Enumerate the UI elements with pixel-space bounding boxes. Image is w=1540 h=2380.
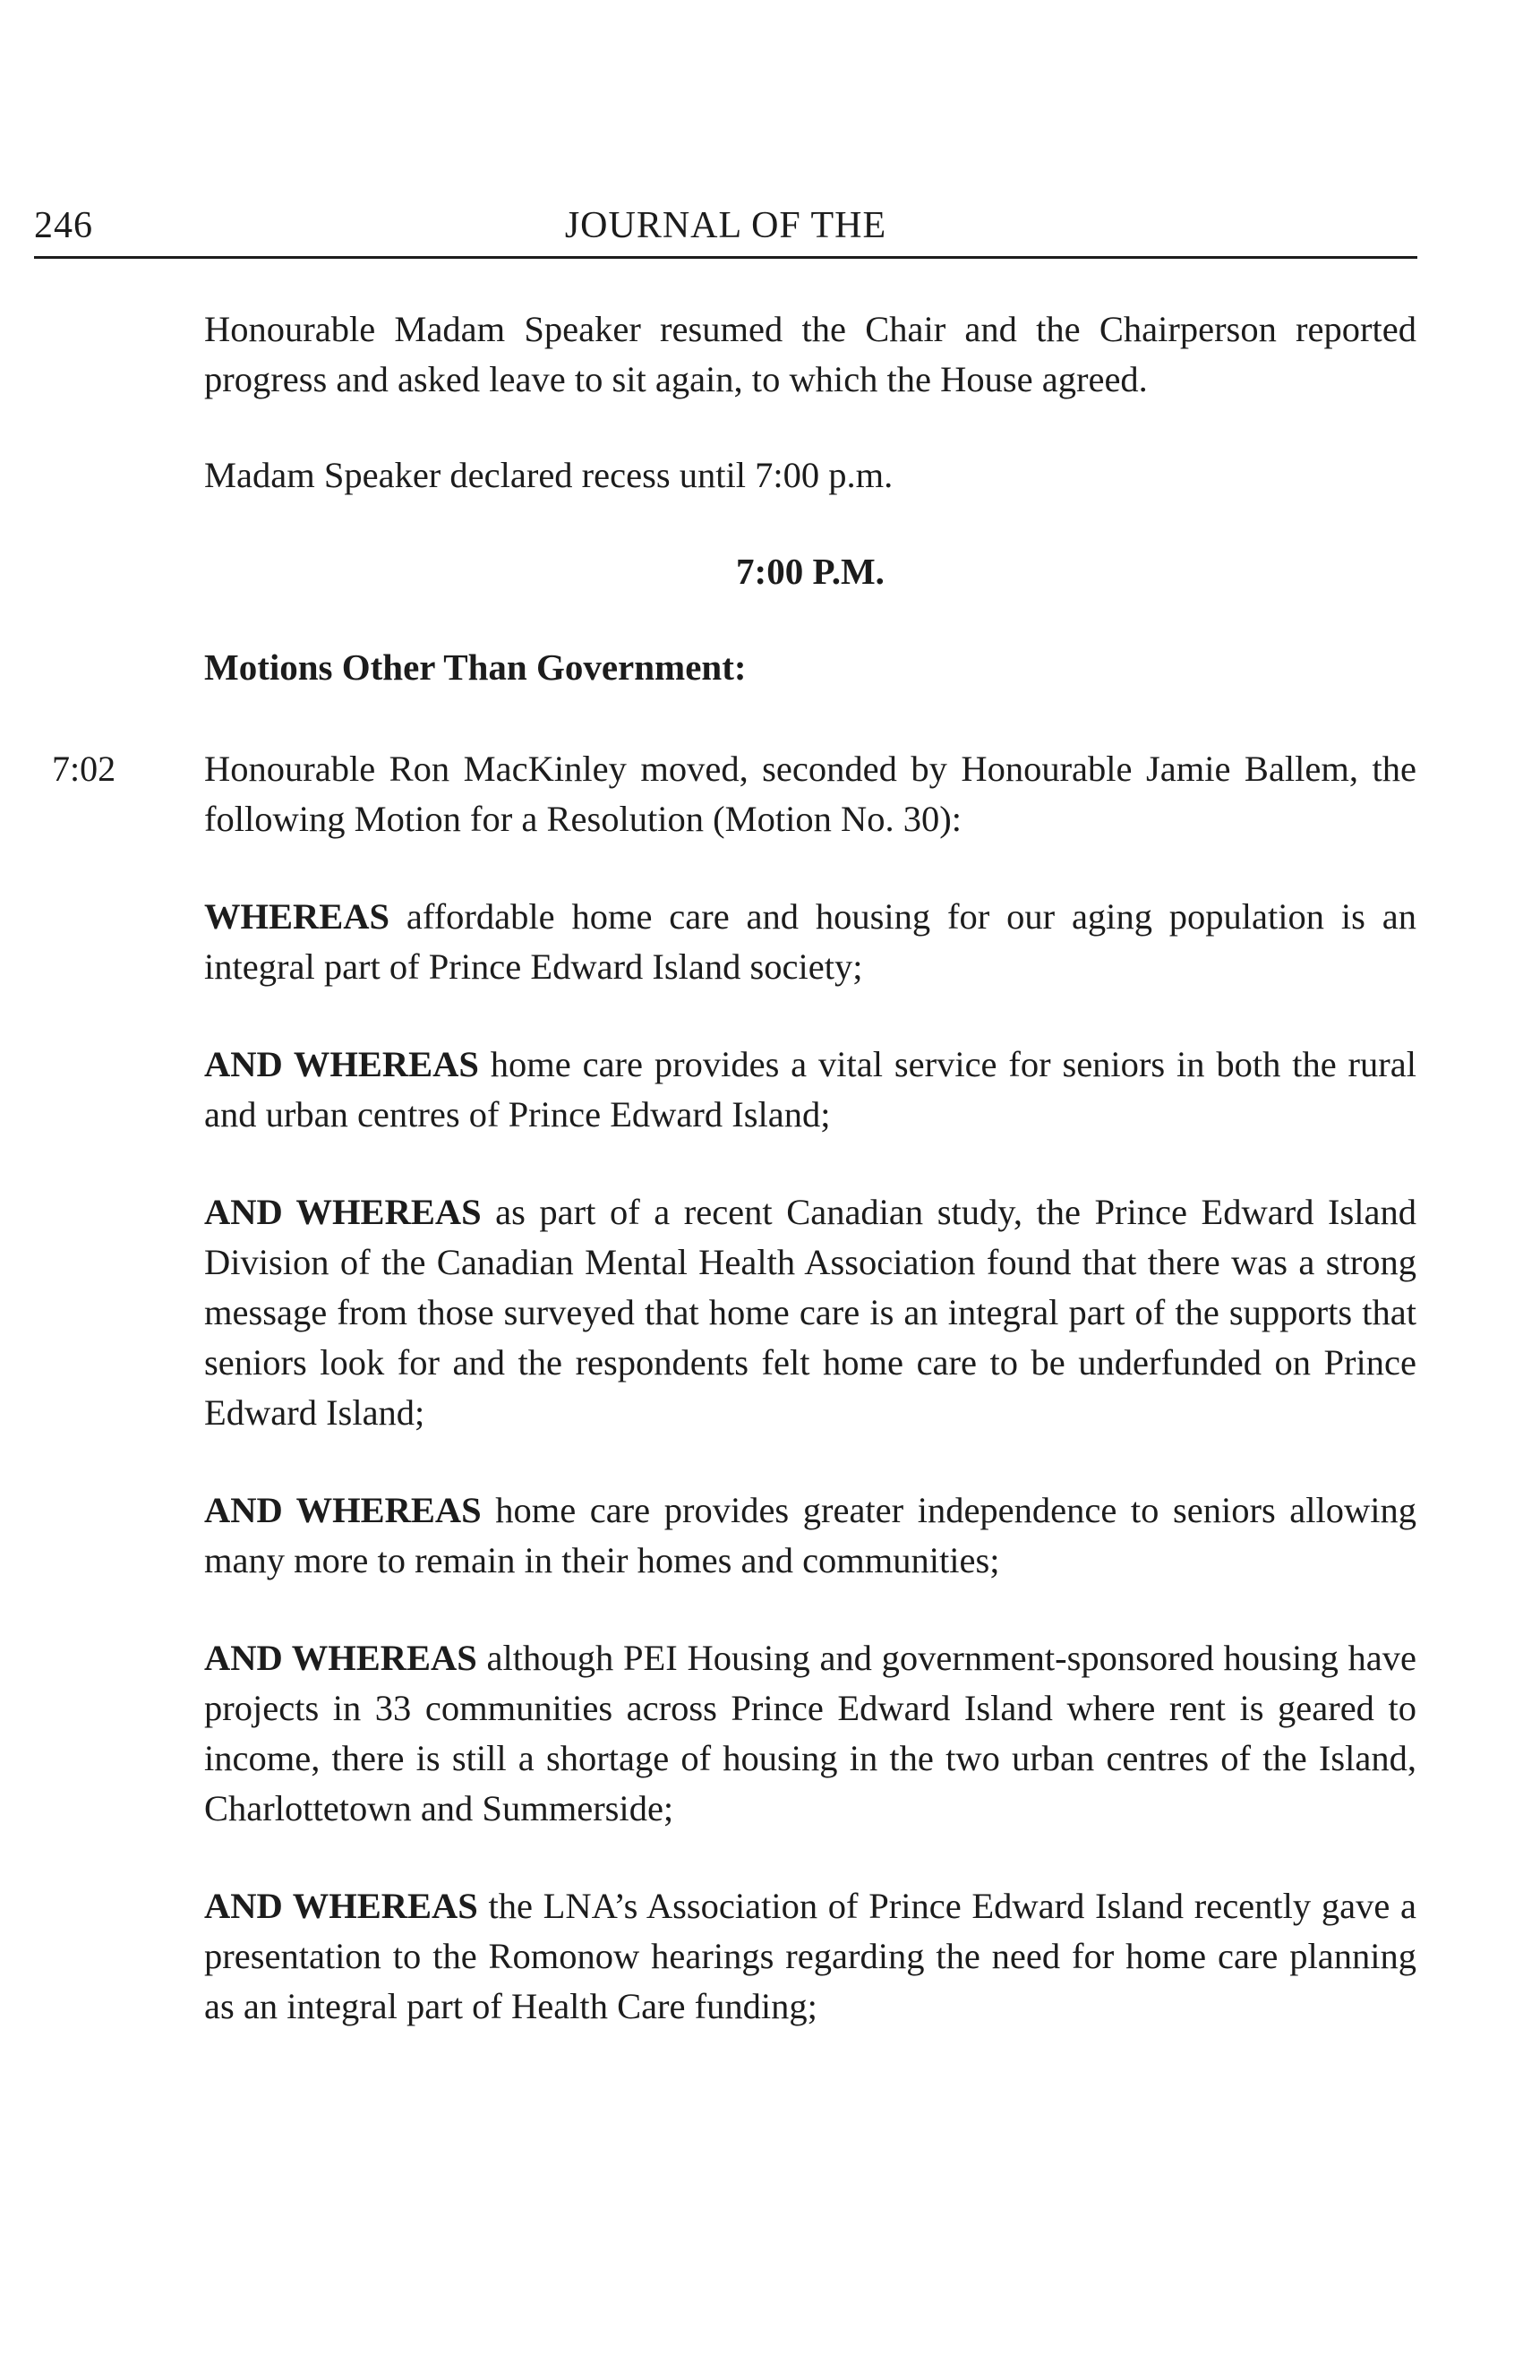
clause-text: as part of a recent Canadian study, the Prince Edward Island Division of the Canadian Mental Health Association found that there was a strong message from those surveyed that home care is an integral part of the supports that seniors look for and the respondents felt home care to be underfunded on Prince Edward Island; <box>204 1192 1416 1433</box>
paragraph-recess: Madam Speaker declared recess until 7:00 p.m. <box>204 455 894 495</box>
clause-text: home care provides greater independence to seniors allowing many more to remain in their homes and communities; <box>204 1490 1416 1580</box>
paragraph-motion-intro: Honourable Ron MacKinley moved, seconded by Honourable Jamie Ballem, the following Motion for a Resolution (Motion No. 30): <box>204 749 1416 839</box>
clause-keyword: AND WHEREAS <box>204 1886 478 1926</box>
section-heading: Motions Other Than Government: <box>204 646 747 688</box>
clause-text: home care provides a vital service for seniors in both the rural and urban centres of Prince Edward Island; <box>204 1044 1417 1134</box>
margin-time-marker: 7:02 <box>52 749 116 789</box>
whereas-clause <box>204 1881 1416 2032</box>
clause-text: although PEI Housing and government-sponsored housing have projects in 33 communities across Prince Edward Island where rent is geared to income, there is still a shortage of housing in the two urban centres of the Island, Charlottetown and Summerside; <box>204 1638 1416 1828</box>
whereas-clause <box>204 1633 1416 1834</box>
clause-keyword: AND WHEREAS <box>204 1638 477 1678</box>
whereas-clause <box>204 892 1416 992</box>
clause-keyword: AND WHEREAS <box>204 1490 482 1530</box>
journal-body <box>52 304 1417 2032</box>
whereas-clause <box>204 1040 1416 1140</box>
clause-keyword: WHEREAS <box>204 896 390 937</box>
clause-keyword: AND WHEREAS <box>204 1192 482 1232</box>
clause-text: affordable home care and housing for our aging population is an integral part of Prince Edward Island society; <box>204 896 1416 987</box>
page-number: 246 <box>34 205 93 246</box>
motion-intro-block <box>52 744 1416 844</box>
whereas-clause <box>204 1485 1416 1586</box>
page-header <box>34 201 1417 259</box>
whereas-clause <box>204 1187 1416 1438</box>
running-head: JOURNAL OF THE <box>564 205 887 246</box>
clause-keyword: AND WHEREAS <box>204 1044 479 1084</box>
paragraph-speaker-resumed: Honourable Madam Speaker resumed the Chair and the Chairperson reported progress and asked leave to sit again, to which the House agreed. <box>204 309 1416 399</box>
clause-text: the LNA’s Association of Prince Edward Island recently gave a presentation to the Romonow hearings regarding the need for home care planning as an integral part of Health Care funding; <box>204 1886 1416 2026</box>
time-heading: 7:00 P.M. <box>736 551 885 592</box>
